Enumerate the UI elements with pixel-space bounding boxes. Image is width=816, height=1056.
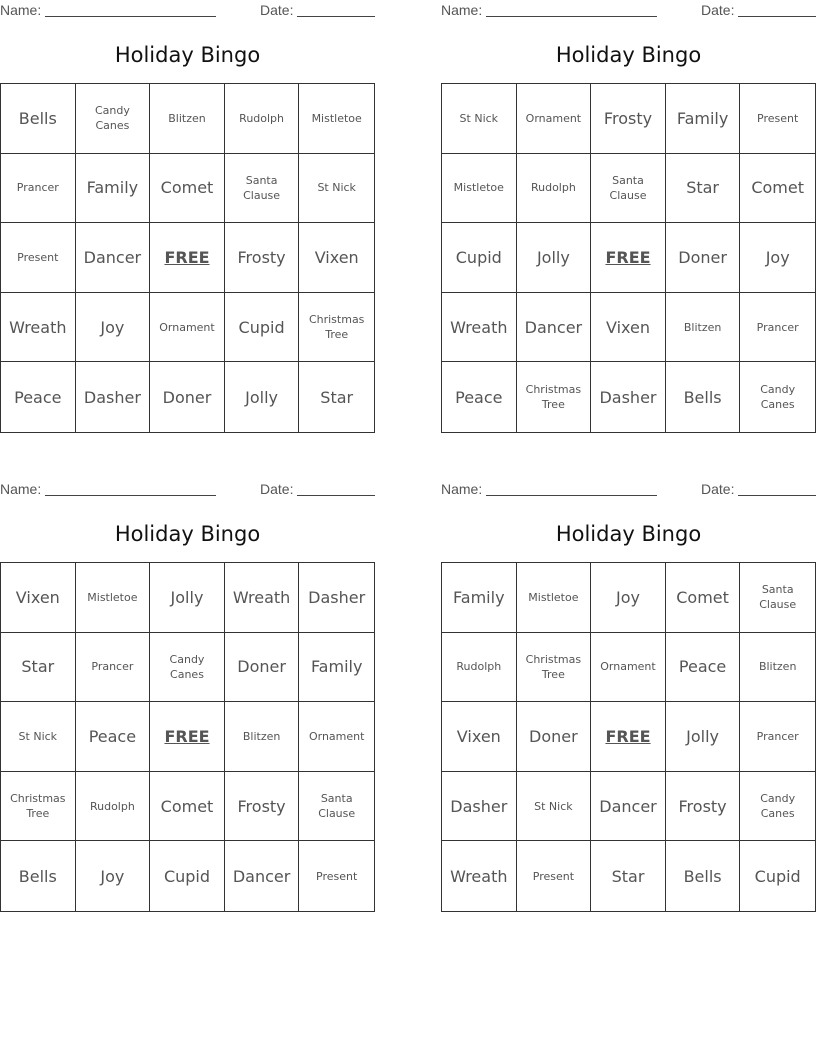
card-title: Holiday Bingo (555, 43, 702, 67)
bingo-cell: Dancer (517, 293, 592, 363)
bingo-cell: Wreath (442, 293, 517, 363)
bingo-cell: Doner (666, 223, 741, 293)
bingo-grid (441, 83, 816, 433)
bingo-cell: Blitzen (740, 633, 815, 703)
bingo-cell: Ornament (517, 84, 592, 154)
bingo-cell: Family (666, 84, 741, 154)
bingo-cell: Bells (666, 362, 741, 432)
name-line (486, 480, 657, 496)
bingo-cell: Comet (740, 154, 815, 224)
bingo-cell: Jolly (150, 563, 225, 633)
bingo-cell: Frosty (666, 772, 741, 842)
name-field (0, 480, 216, 498)
date-label: Date: (701, 2, 735, 18)
bingo-cell: Dancer (225, 841, 300, 911)
bingo-cell: Santa Clause (299, 772, 374, 842)
bingo-cell: Frosty (591, 84, 666, 154)
bingo-cell: Rudolph (76, 772, 151, 842)
bingo-cell: St Nick (299, 154, 374, 224)
card-header (441, 1, 816, 21)
card-title: Holiday Bingo (114, 43, 261, 67)
bingo-cell: Rudolph (225, 84, 300, 154)
bingo-cell: Candy Canes (150, 633, 225, 703)
bingo-cell: Christmas Tree (517, 362, 592, 432)
bingo-cell: Dasher (76, 362, 151, 432)
bingo-cell: Frosty (225, 223, 300, 293)
bingo-cell: Joy (76, 293, 151, 363)
bingo-cell: Dasher (442, 772, 517, 842)
bingo-cell: Present (1, 223, 76, 293)
bingo-card-2 (441, 0, 816, 432)
bingo-cell: Ornament (591, 633, 666, 703)
card-title: Holiday Bingo (114, 522, 261, 546)
bingo-cell: Bells (666, 841, 741, 911)
bingo-cell: Prancer (1, 154, 76, 224)
date-line (738, 480, 816, 496)
bingo-cell: Candy Canes (76, 84, 151, 154)
date-field (260, 480, 375, 498)
bingo-card-4 (441, 479, 816, 911)
bingo-cell: Bells (1, 84, 76, 154)
bingo-cell: Rudolph (517, 154, 592, 224)
bingo-cell: Prancer (740, 293, 815, 363)
bingo-cell: Cupid (150, 841, 225, 911)
bingo-cell: Comet (666, 563, 741, 633)
bingo-cell: Frosty (225, 772, 300, 842)
bingo-card-3 (0, 479, 375, 911)
date-line (297, 480, 375, 496)
bingo-cell: Jolly (666, 702, 741, 772)
bingo-cell: Doner (225, 633, 300, 703)
name-label: Name: (0, 481, 42, 497)
bingo-cell: Star (320, 387, 354, 407)
name-field (441, 1, 657, 19)
bingo-grid (0, 83, 375, 433)
bingo-cell: Rudolph (442, 633, 517, 703)
bingo-cell: Jolly (517, 223, 592, 293)
date-line (297, 1, 375, 17)
name-line (486, 1, 657, 17)
bingo-cell: Bells (1, 841, 76, 911)
bingo-cell: Cupid (225, 293, 300, 363)
card-header (0, 480, 376, 500)
bingo-cell: Blitzen (666, 293, 741, 363)
bingo-cell: Vixen (442, 702, 517, 772)
name-line (45, 1, 216, 17)
bingo-cell: Mistletoe (517, 563, 592, 633)
bingo-cell: Joy (740, 223, 815, 293)
card-header (441, 480, 816, 500)
bingo-cell: Peace (666, 633, 741, 703)
bingo-cell: Mistletoe (76, 563, 151, 633)
card-header (0, 1, 376, 21)
date-label: Date: (260, 2, 294, 18)
bingo-cell: Cupid (442, 223, 517, 293)
bingo-cell: Candy Canes (760, 383, 796, 412)
bingo-cell: Peace (76, 702, 151, 772)
bingo-cell: Candy Canes (740, 772, 815, 842)
bingo-cell: Peace (442, 362, 517, 432)
name-line (45, 480, 216, 496)
bingo-cell: Wreath (1, 293, 76, 363)
bingo-cell: St Nick (1, 702, 76, 772)
date-line (738, 1, 816, 17)
bingo-cell: Dancer (591, 772, 666, 842)
name-label: Name: (441, 2, 483, 18)
date-field (701, 480, 816, 498)
bingo-cell: Star (591, 841, 666, 911)
bingo-card-1 (0, 0, 375, 432)
bingo-cell: Prancer (740, 702, 815, 772)
bingo-cell: Dasher (591, 362, 666, 432)
bingo-cell: Family (299, 633, 374, 703)
bingo-cell: Joy (76, 841, 151, 911)
bingo-cell: Santa Clause (740, 563, 815, 633)
bingo-cell: Dancer (76, 223, 151, 293)
name-field (441, 480, 657, 498)
bingo-cell: Santa Clause (591, 154, 666, 224)
bingo-cell: Mistletoe (299, 84, 374, 154)
bingo-cell: Blitzen (225, 702, 300, 772)
free-cell: FREE (150, 702, 225, 772)
bingo-cell: Blitzen (150, 84, 225, 154)
free-cell: FREE (591, 223, 666, 293)
bingo-grid (441, 562, 816, 912)
date-field (260, 1, 375, 19)
bingo-cell: Wreath (225, 563, 300, 633)
date-label: Date: (701, 481, 735, 497)
bingo-cell: Mistletoe (442, 154, 517, 224)
bingo-grid (0, 562, 375, 912)
bingo-cell: Vixen (1, 563, 76, 633)
date-label: Date: (260, 481, 294, 497)
name-field (0, 1, 216, 19)
bingo-cell: Vixen (591, 293, 666, 363)
bingo-cell: Joy (591, 563, 666, 633)
bingo-cell: Christmas Tree (1, 772, 76, 842)
bingo-cell: Christmas Tree (517, 633, 592, 703)
card-title: Holiday Bingo (555, 522, 702, 546)
bingo-cell: Ornament (150, 293, 225, 363)
bingo-cell: Present (316, 869, 358, 883)
bingo-cell: Comet (150, 772, 225, 842)
bingo-cell: Peace (1, 362, 76, 432)
bingo-cell: Cupid (754, 866, 801, 886)
bingo-cell: Vixen (299, 223, 374, 293)
bingo-cell: Christmas Tree (299, 293, 374, 363)
bingo-cell: Santa Clause (225, 154, 300, 224)
bingo-cell: St Nick (442, 84, 517, 154)
free-cell: FREE (150, 223, 225, 293)
date-field (701, 1, 816, 19)
bingo-cell: Wreath (442, 841, 517, 911)
free-cell: FREE (591, 702, 666, 772)
bingo-cell: Dasher (299, 563, 374, 633)
name-label: Name: (0, 2, 42, 18)
bingo-cell: Family (76, 154, 151, 224)
bingo-cell: Star (1, 633, 76, 703)
name-label: Name: (441, 481, 483, 497)
bingo-cell: Doner (517, 702, 592, 772)
bingo-cell: Prancer (76, 633, 151, 703)
bingo-cell: Ornament (299, 702, 374, 772)
bingo-cell: Present (517, 841, 592, 911)
bingo-cell: Doner (150, 362, 225, 432)
bingo-cell: Family (442, 563, 517, 633)
bingo-cell: Comet (150, 154, 225, 224)
bingo-cell: Jolly (225, 362, 300, 432)
bingo-cell: Star (666, 154, 741, 224)
bingo-cell: Present (740, 84, 815, 154)
bingo-cell: St Nick (517, 772, 592, 842)
